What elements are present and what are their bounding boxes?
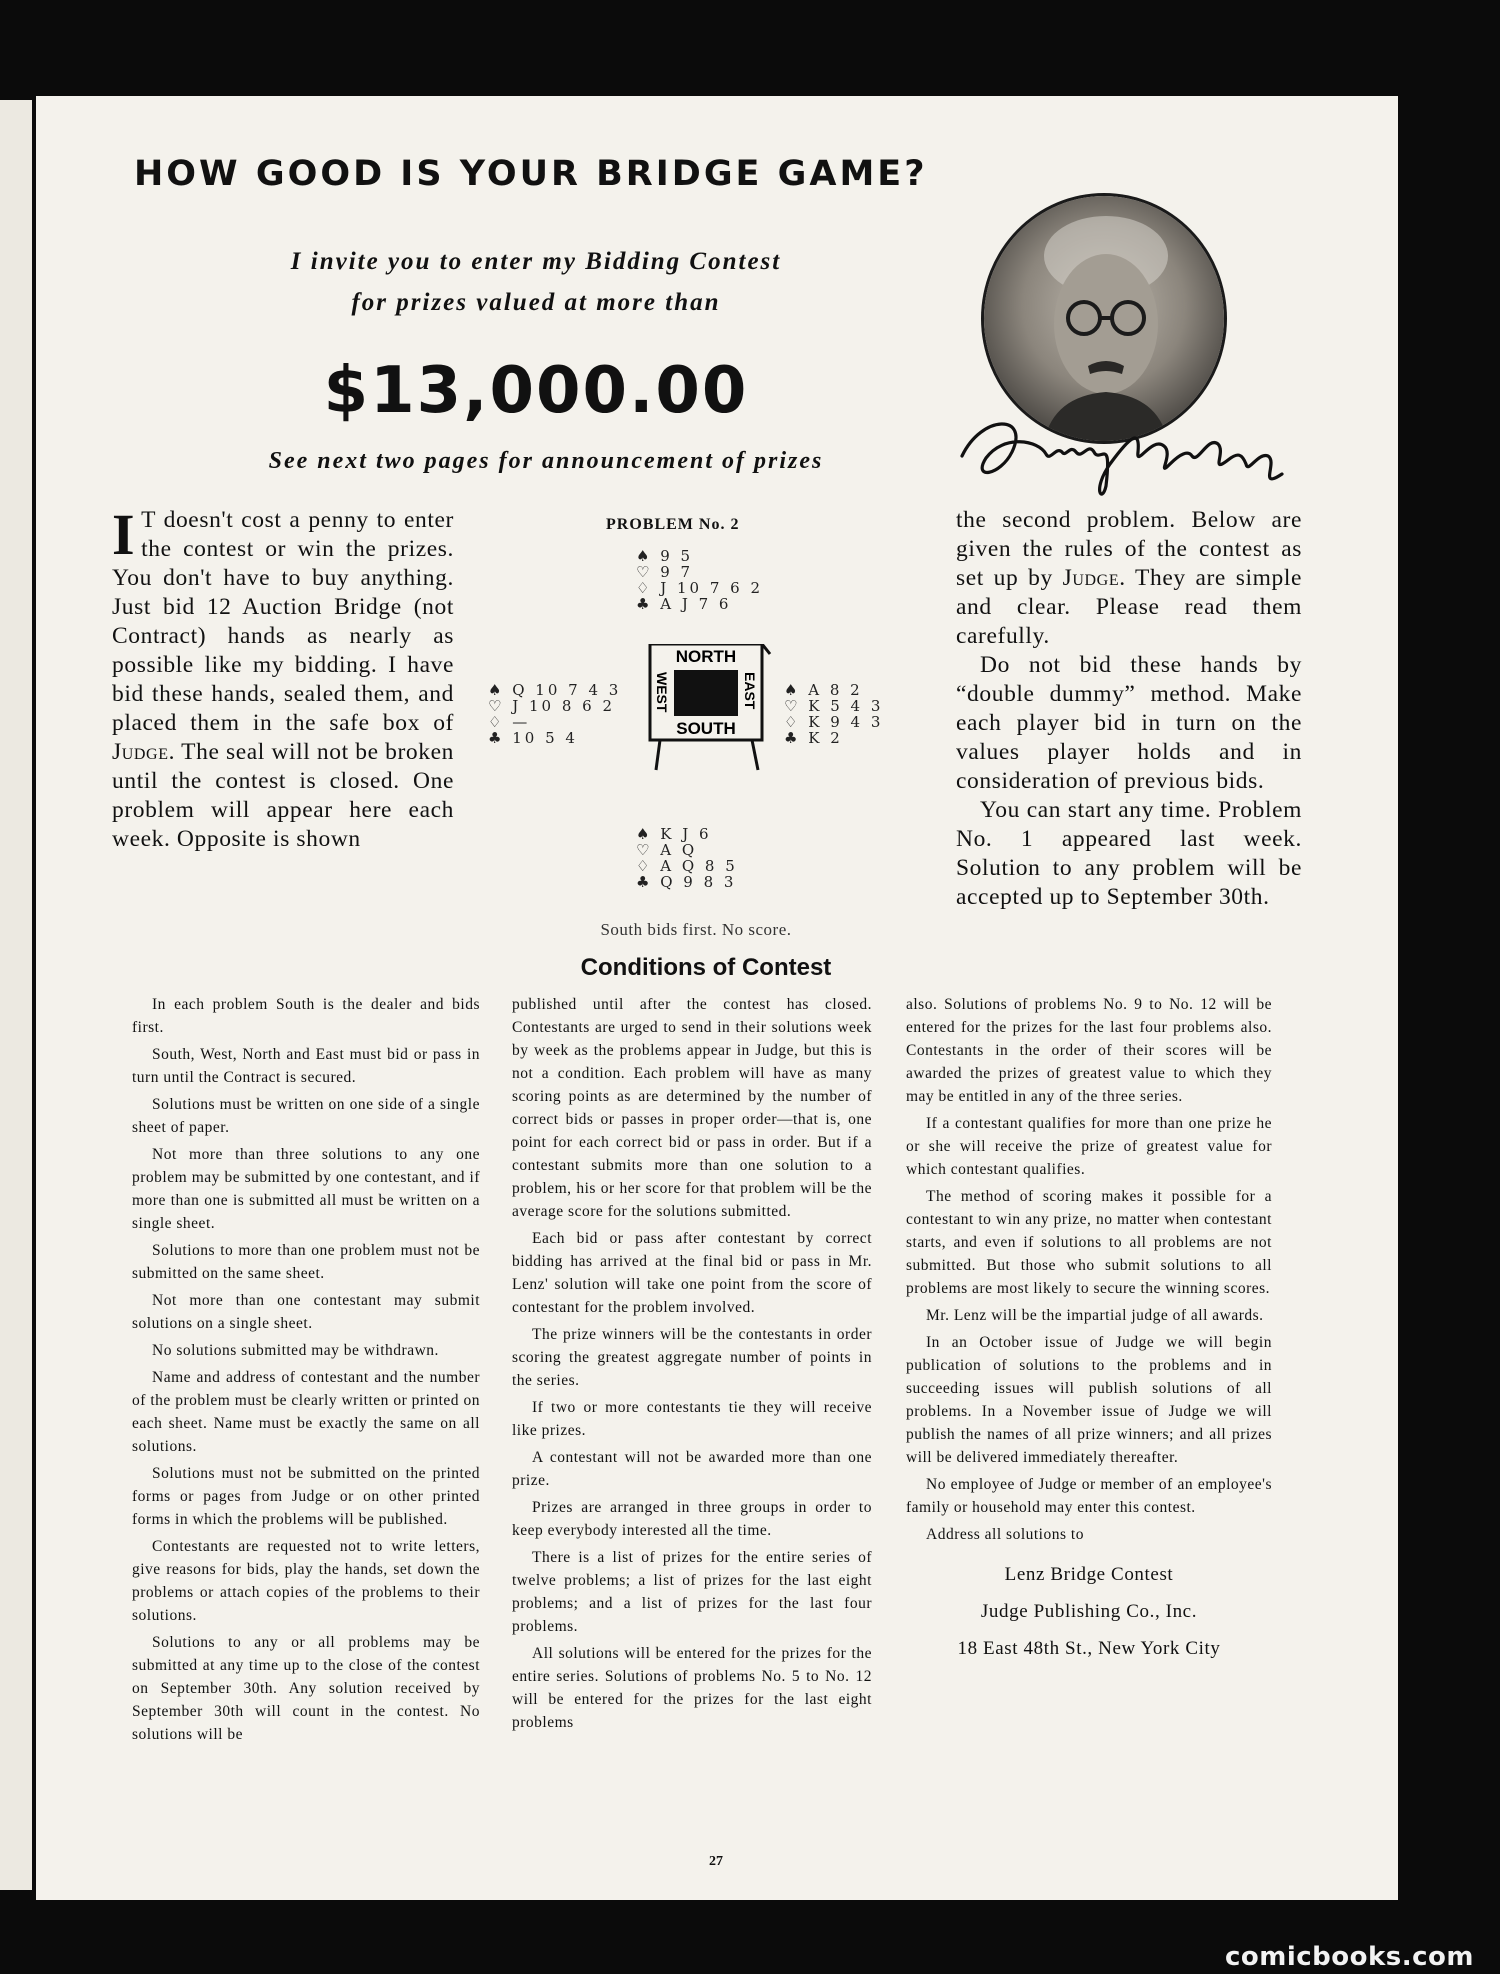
hand-north bbox=[636, 548, 763, 612]
rule-paragraph: The prize winners will be the contestants in order scoring the greatest aggregate number of points in the series. bbox=[512, 1326, 872, 1389]
conditions-heading: Conditions of Contest bbox=[580, 954, 832, 981]
hand-south bbox=[636, 826, 738, 890]
south-diamonds: ♢ A Q 8 5 bbox=[636, 857, 738, 875]
rule-paragraph: Solutions to any or all problems may be submitted at any time up to the close of the contest on September 30th. Any solution received by September 30th will count in the contest. No solutions will be bbox=[132, 1634, 480, 1743]
drop-cap: I bbox=[112, 502, 136, 567]
rule-paragraph: The method of scoring makes it possible for a contestant to win any prize, no matter when contestant starts, and even if solutions to all problems are not submitted. But those who submit solutions to all problems are most likely to secure the winning scores. bbox=[906, 1188, 1272, 1297]
intro-left-text-2: . The seal will not be broken until the contest is closed. One problem will appear here each week. Opposite is shown bbox=[112, 739, 454, 852]
prize-amount: $13,000.00 bbox=[323, 354, 749, 428]
rule-paragraph: Each bid or pass after contestant by correct bidding has arrived at the final bid or pass in Mr. Lenz' solution will take one point from the score of contestant for the problem involved. bbox=[512, 1230, 872, 1316]
site-watermark: comicbooks.com bbox=[1224, 1942, 1474, 1972]
invite-line-1: I invite you to enter my Bidding Contest bbox=[290, 248, 782, 275]
address-line-1: Lenz Bridge Contest bbox=[1004, 1564, 1174, 1585]
intro-right-column bbox=[956, 506, 1302, 912]
rule-paragraph: published until after the contest has closed. Contestants are urged to send in their solutions week by week as the problems appear in Judge, but this is not a condition. Each problem will have as many scoring points as are determined by the number of correct bids or passes in proper order—that is, one point for each correct bid or pass in order. But if a contestant submits more than one solution to a problem, his or her score for that problem will be the average score for the solutions submitted. bbox=[512, 996, 872, 1220]
hand-east bbox=[784, 682, 883, 746]
invite-line-2: for prizes valued at more than bbox=[351, 289, 721, 316]
rule-paragraph: If a contestant qualifies for more than one prize he or she will receive the prize of greatest value for which contestant qualifies. bbox=[906, 1115, 1272, 1178]
rule-paragraph: Not more than three solutions to any one problem may be submitted by one contestant, and if more than one is submitted all must be written on a single sheet. bbox=[132, 1146, 480, 1232]
rule-paragraph: Not more than one contestant may submit solutions on a single sheet. bbox=[132, 1292, 480, 1332]
compass-east-label: EAST bbox=[742, 672, 758, 710]
table-leg-right bbox=[752, 740, 758, 770]
rule-paragraph: Contestants are requested not to write letters, give reasons for bids, play the hands, set down the problems or attach copies of the problems to their solutions. bbox=[132, 1538, 480, 1624]
intro-right-text-1: the second problem. Below are given the rules of the contest as set up by bbox=[956, 507, 1302, 591]
table-leg-left bbox=[656, 740, 660, 770]
see-next-pages-note: See next two pages for announcement of prizes bbox=[268, 448, 824, 474]
compass-west-label: WEST bbox=[654, 672, 670, 713]
west-hearts: ♡ J 10 8 6 2 bbox=[488, 697, 616, 715]
north-clubs: ♣ A J 7 6 bbox=[636, 595, 732, 613]
intro-left-column bbox=[112, 502, 454, 854]
west-clubs: ♣ 10 5 4 bbox=[488, 729, 578, 747]
magazine-page bbox=[36, 96, 1398, 1900]
south-hearts: ♡ A Q bbox=[636, 841, 698, 859]
intro-right-paragraph-2: Do not bid these hands by “double dummy” method. Make each player bid in turn on the values player holds and in consideration of previous bids. bbox=[956, 652, 1302, 794]
rule-paragraph: If two or more contestants tie they will receive like prizes. bbox=[512, 1399, 872, 1439]
headline: HOW GOOD IS YOUR BRIDGE GAME? bbox=[134, 154, 928, 194]
judge-name: Judge bbox=[112, 739, 169, 765]
rule-paragraph: Mr. Lenz will be the impartial judge of all awards. bbox=[926, 1307, 1264, 1324]
judge-name-right: Judge bbox=[1062, 565, 1120, 591]
north-diamonds: ♢ J 10 7 6 2 bbox=[636, 579, 764, 597]
mailing-address bbox=[906, 1556, 1272, 1667]
east-spades: ♠ A 8 2 bbox=[784, 681, 863, 699]
problem-title: PROBLEM No. 2 bbox=[606, 516, 740, 533]
conditions-column-3 bbox=[906, 993, 1272, 1667]
address-line-2: Judge Publishing Co., Inc. bbox=[980, 1601, 1198, 1622]
rule-paragraph: South, West, North and East must bid or pass in turn until the Contract is secured. bbox=[132, 1046, 480, 1086]
rule-paragraph: Solutions to more than one problem must not be submitted on the same sheet. bbox=[132, 1242, 480, 1282]
rule-paragraph: Solutions must not be submitted on the printed forms or pages from Judge or on other printed forms in which the problems will be published. bbox=[132, 1465, 480, 1528]
rule-paragraph: In an October issue of Judge we will begin publication of solutions to the problems and in succeeding issues will publish solutions of all problems. In a November issue of Judge we will publish the names of all prize winners; and all prizes will be delivered immediately thereafter. bbox=[906, 1334, 1272, 1466]
invite-text bbox=[186, 241, 886, 323]
rule-paragraph: All solutions will be entered for the prizes for the entire series. Solutions of problems No. 5 to No. 12 will be entered for the prizes for the last eight problems bbox=[512, 1645, 872, 1731]
west-diamonds: ♢ — bbox=[488, 713, 531, 731]
rule-paragraph: Solutions must be written on one side of a single sheet of paper. bbox=[132, 1096, 480, 1136]
conditions-column-1 bbox=[132, 993, 480, 1750]
page-number: 27 bbox=[709, 1854, 723, 1869]
rule-paragraph: In each problem South is the dealer and bids first. bbox=[132, 996, 480, 1036]
east-hearts: ♡ K 5 4 3 bbox=[784, 697, 884, 715]
score-line: South bids first. No score. bbox=[600, 920, 792, 939]
signature-sidney-lenz bbox=[942, 394, 1304, 514]
intro-right-text-2: . They are simple and clear. Please read them carefully. bbox=[956, 565, 1302, 649]
compass-north-label: NORTH bbox=[675, 647, 737, 666]
west-spades: ♠ Q 10 7 4 3 bbox=[488, 681, 622, 699]
intro-right-paragraph-3: You can start any time. Problem No. 1 appeared last week. Solution to any problem will be accepted up to September 30th. bbox=[956, 797, 1302, 910]
rule-paragraph: A contestant will not be awarded more than one prize. bbox=[512, 1449, 872, 1489]
south-clubs: ♣ Q 9 8 3 bbox=[636, 873, 737, 891]
south-spades: ♠ K J 6 bbox=[636, 825, 712, 843]
east-diamonds: ♢ K 9 4 3 bbox=[784, 713, 884, 731]
rule-paragraph: No employee of Judge or member of an employee's family or household may enter this contest. bbox=[906, 1476, 1272, 1516]
north-spades: ♠ 9 5 bbox=[636, 547, 694, 565]
table-center bbox=[674, 670, 738, 716]
rule-paragraph: also. Solutions of problems No. 9 to No. 12 will be entered for the prizes for the last four problems also. Contestants in the order of their scores will be awarded the prizes of greatest value to which they may be entitled in any of the three series. bbox=[906, 996, 1272, 1105]
east-clubs: ♣ K 2 bbox=[784, 729, 843, 747]
compass-south-label: SOUTH bbox=[676, 719, 736, 738]
rule-paragraph: Prizes are arranged in three groups in order to keep everybody interested all the time. bbox=[512, 1499, 872, 1539]
bridge-table-diagram bbox=[620, 644, 792, 772]
intro-left-text-1: T doesn't cost a penny to enter the contest or win the prizes. You don't have to buy anything. Just bid 12 Auction Bridge (not Contract) hands as nearly as possible like my bidding. I have bid these hands, sealed them, and placed them in the safe box of bbox=[112, 507, 454, 736]
conditions-column-2 bbox=[512, 993, 872, 1738]
rule-paragraph: No solutions submitted may be withdrawn. bbox=[152, 1342, 439, 1359]
rule-paragraph: Name and address of contestant and the number of the problem must be clearly written or printed on each sheet. Name must be exactly the same on all solutions. bbox=[132, 1369, 480, 1455]
address-line-3: 18 East 48th St., New York City bbox=[957, 1638, 1221, 1659]
rule-paragraph: Address all solutions to bbox=[926, 1526, 1084, 1543]
hand-west bbox=[488, 682, 621, 746]
rule-paragraph: There is a list of prizes for the entire series of twelve problems; a list of prizes for the last eight problems; and a list of prizes for the last four problems. bbox=[512, 1549, 872, 1635]
page-spine bbox=[0, 100, 32, 1890]
north-hearts: ♡ 9 7 bbox=[636, 563, 694, 581]
